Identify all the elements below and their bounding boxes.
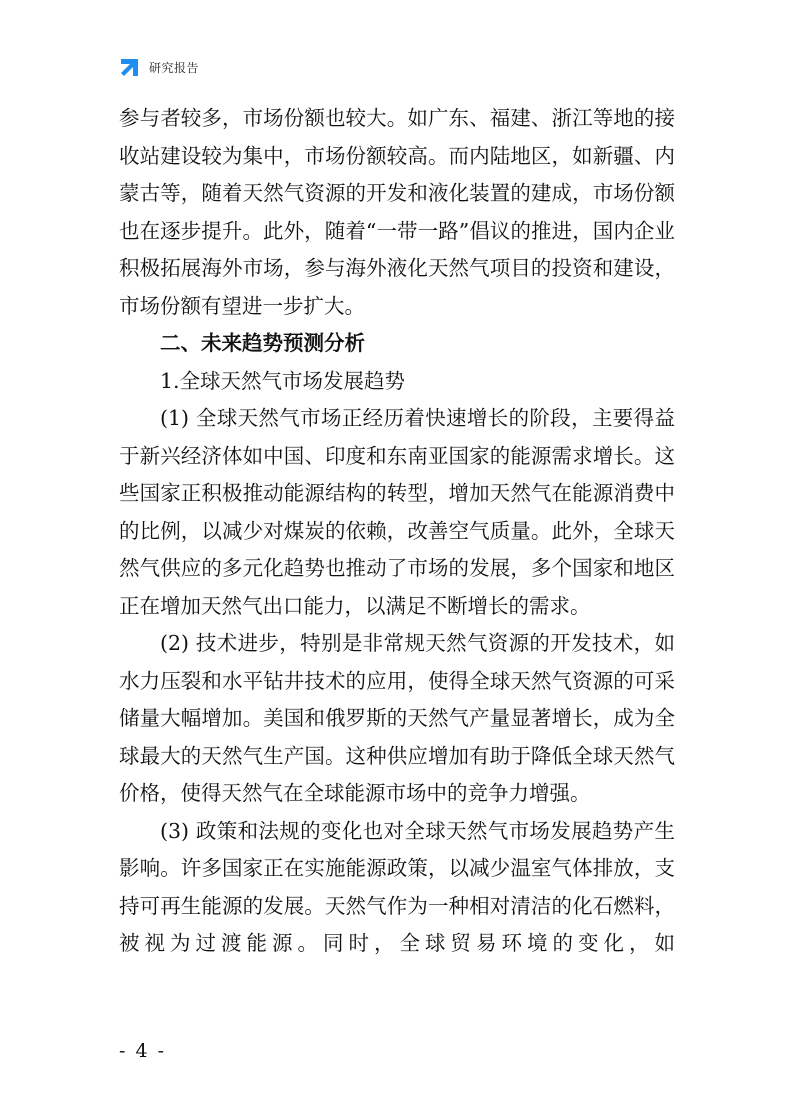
- paragraph-1: (1) 全球天然气市场正经历着快速增长的阶段，主要得益于新兴经济体如中国、印度和东南亚国家的能源需求增长。这些国家正积极推动能源结构的转型，增加天然气在能源消费中的比例，以减少对煤炭的依赖，改善空气质量。此外，全球天然气供应的多元化趋势也推动了市场的发展，多个国家和地区正在增加天然气出口能力，以满足不断增长的需求。: [119, 406, 675, 618]
- document-body: [119, 100, 675, 963]
- header-label: 研究报告: [149, 60, 200, 75]
- page-number: - 4 -: [119, 1040, 167, 1062]
- report-header: [119, 56, 199, 78]
- subsection-title: 1.全球天然气市场发展趋势: [160, 368, 406, 393]
- paragraph-3: (3) 政策和法规的变化也对全球天然气市场发展趋势产生影响。许多国家正在实施能源政策，以减少温室气体排放，支持可再生能源的发展。天然气作为一种相对清洁的化石燃料，被视为过渡能源。同时，全球贸易环境的变化，如: [119, 818, 675, 955]
- paragraph-continued: 参与者较多，市场份额也较大。如广东、福建、浙江等地的接收站建设较为集中，市场份额较高。而内陆地区，如新疆、内蒙古等，随着天然气资源的开发和液化装置的建成，市场份额也在逐步提升。此外，随着“一带一路”倡议的推进，国内企业积极拓展海外市场，参与海外液化天然气项目的投资和建设，市场份额有望进一步扩大。: [119, 106, 675, 318]
- paragraph-2: (2) 技术进步，特别是非常规天然气资源的开发技术，如水力压裂和水平钻井技术的应用，使得全球天然气资源的可采储量大幅增加。美国和俄罗斯的天然气产量显著增长，成为全球最大的天然气生产国。这种供应增加有助于降低全球天然气价格，使得天然气在全球能源市场中的竞争力增强。: [119, 631, 675, 805]
- arrow-logo-icon: [119, 56, 141, 78]
- section-title: 二、未来趋势预测分析: [160, 331, 365, 355]
